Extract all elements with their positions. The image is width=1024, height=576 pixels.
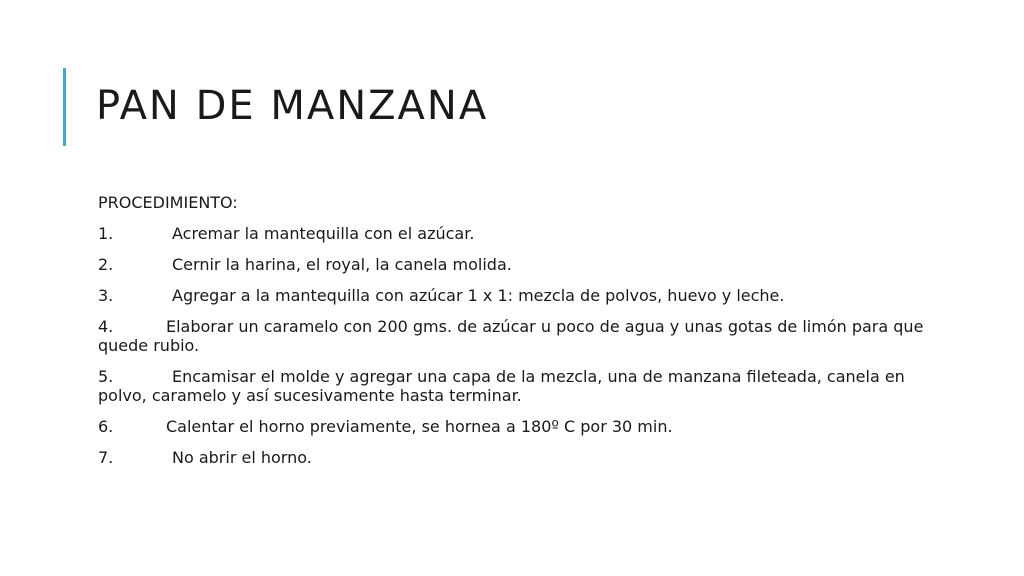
step-3 <box>98 286 928 305</box>
step-1 <box>98 224 928 243</box>
procedure-heading: PROCEDIMIENTO: <box>98 193 238 212</box>
step-text: Calentar el horno previamente, se hornea a 180º C por 30 min. <box>166 417 673 436</box>
step-number: 3. <box>98 286 114 305</box>
step-text: Acremar la mantequilla con el azúcar. <box>172 224 475 243</box>
step-text: Elaborar un caramelo con 200 gms. de azúcar u poco de agua y unas gotas de limón para que quede rubio. <box>98 317 924 355</box>
step-5 <box>98 367 928 405</box>
step-7 <box>98 448 928 467</box>
step-number: 5. <box>98 367 114 386</box>
slide-body <box>98 193 928 479</box>
step-number: 2. <box>98 255 114 274</box>
step-text: Encamisar el molde y agregar una capa de la mezcla, una de manzana fileteada, canela en polvo, caramelo y así sucesivamente hasta terminar. <box>98 367 905 405</box>
step-6 <box>98 417 928 436</box>
step-text: Cernir la harina, el royal, la canela molida. <box>172 255 512 274</box>
step-text: Agregar a la mantequilla con azúcar 1 x 1: mezcla de polvos, huevo y leche. <box>172 286 785 305</box>
step-2 <box>98 255 928 274</box>
title-accent-bar <box>63 68 66 146</box>
step-number: 7. <box>98 448 114 467</box>
step-number: 1. <box>98 224 114 243</box>
step-4 <box>98 317 928 355</box>
slide-title: PAN DE MANZANA <box>96 83 489 129</box>
step-number: 6. <box>98 417 114 436</box>
step-text: No abrir el horno. <box>172 448 312 467</box>
step-number: 4. <box>98 317 114 336</box>
